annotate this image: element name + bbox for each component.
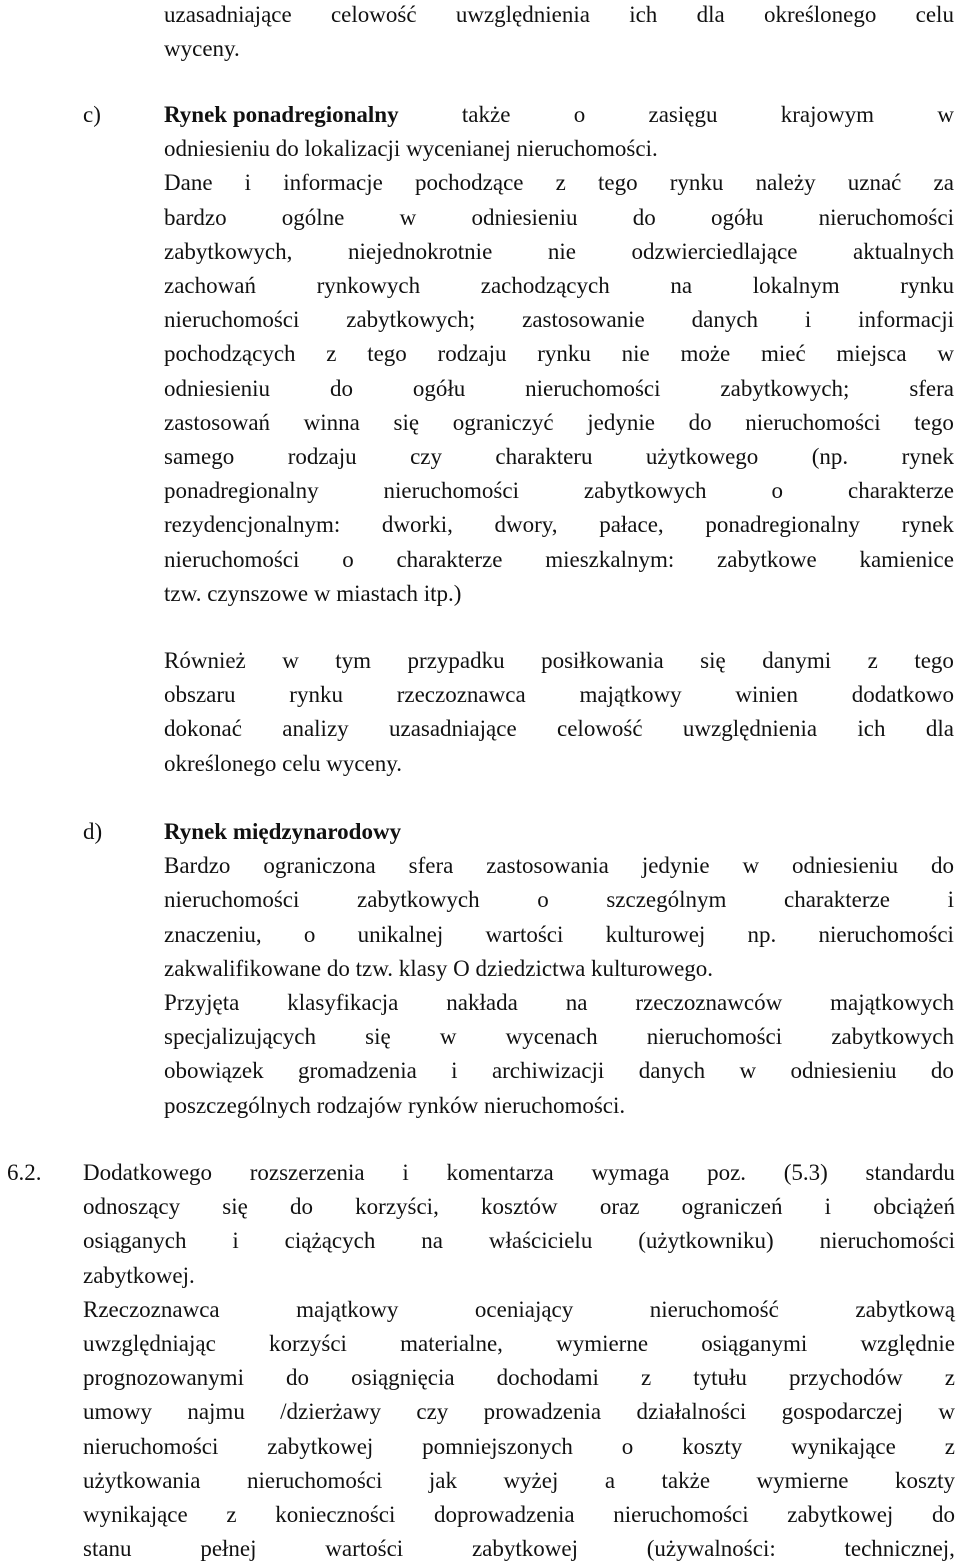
word: uwzględnienia: [455, 2, 590, 27]
word: zastosowanie: [522, 307, 645, 333]
word: i: [451, 1058, 458, 1084]
word: kamienice: [859, 546, 954, 572]
word: niejednokrotnie: [347, 238, 493, 264]
word: gromadzenia: [298, 1058, 417, 1084]
word: nieruchomości: [164, 307, 300, 333]
word: uwzględniając: [83, 1331, 216, 1357]
word: do: [931, 1502, 955, 1528]
word: nieruchomości: [383, 478, 519, 504]
text-line: [164, 543, 954, 577]
word: poz.: [707, 1160, 747, 1185]
text-line: wyceny.: [164, 36, 240, 62]
word: rodzaju: [287, 444, 357, 470]
word: konieczności: [275, 1502, 396, 1528]
word: czy: [416, 1399, 449, 1425]
word: (używalności:: [646, 1536, 776, 1562]
word: zabytkowych;: [346, 307, 476, 333]
word: posiłkowania: [541, 648, 664, 673]
word: do: [930, 853, 954, 879]
word: z: [640, 1365, 652, 1391]
word: nieruchomości: [613, 1502, 749, 1528]
text-line: [164, 678, 954, 712]
word: do: [329, 375, 353, 401]
word: tytułu: [693, 1365, 747, 1391]
section-d-body: [164, 815, 954, 1123]
word: a: [604, 1467, 616, 1493]
word: nie: [547, 238, 576, 264]
word: rynku: [669, 170, 724, 196]
word: uzasadniające: [164, 2, 292, 27]
word: nie: [621, 341, 650, 367]
word: miejsca: [836, 341, 907, 367]
word: obszaru: [164, 682, 236, 708]
word: zabytkowych: [357, 887, 480, 913]
word: zabytkowych: [583, 478, 707, 504]
text-line: [164, 883, 954, 917]
word: na: [421, 1228, 443, 1254]
word: na: [670, 273, 693, 299]
word: odzwierciedlające: [631, 238, 798, 264]
word: uzasadniające: [388, 716, 517, 742]
text-line: [164, 712, 954, 746]
word: szczególnym: [606, 887, 727, 913]
word: charakterze: [784, 887, 890, 913]
word: bardzo: [164, 204, 227, 230]
word: komentarza: [446, 1160, 554, 1185]
word: zastosowań: [164, 409, 271, 435]
text-line: [164, 918, 954, 952]
section-b-tail: [164, 0, 954, 66]
word: winna: [303, 409, 360, 435]
word: rozszerzenia: [249, 1160, 365, 1185]
word: zabytkowej: [787, 1502, 894, 1528]
word: odnoszący: [83, 1194, 181, 1220]
word: tego: [367, 341, 407, 367]
text-line: [83, 1156, 955, 1190]
word: jedynie: [587, 409, 655, 435]
word: specjalizujących: [164, 1024, 316, 1050]
word: rodzaju: [437, 341, 507, 367]
word: do: [930, 1058, 954, 1084]
word: samego: [164, 444, 235, 470]
word: celowość: [557, 716, 643, 742]
word: celu: [915, 2, 954, 27]
text-line: [83, 1532, 955, 1566]
word: /dzierżawy: [280, 1399, 382, 1425]
word: tym: [335, 648, 372, 673]
word: rynku: [900, 273, 954, 299]
word: właścicielu: [488, 1228, 593, 1254]
word: oraz: [599, 1194, 640, 1220]
text-line: [83, 1293, 955, 1327]
word: dworki,: [381, 512, 453, 538]
text-line: [164, 1020, 954, 1054]
word: zabytkowej: [471, 1536, 578, 1562]
word: wynikające: [791, 1433, 896, 1459]
word: osiąganych: [83, 1228, 187, 1254]
word: nakłada: [446, 990, 518, 1016]
word: Dane: [164, 170, 213, 196]
word: się: [222, 1194, 248, 1220]
word: zachodzących: [480, 273, 610, 299]
word: zabytkowej: [267, 1433, 374, 1459]
text-line: [164, 440, 954, 474]
section-c-title: Rynek ponadregionalny: [164, 102, 399, 127]
text-line: zabytkowej.: [83, 1262, 195, 1288]
word: koszty: [894, 1467, 955, 1493]
word: informacji: [858, 307, 954, 333]
word: materialne,: [400, 1331, 503, 1357]
word: prognozowanymi: [83, 1365, 244, 1391]
text-line: [164, 303, 954, 337]
word: do: [688, 409, 712, 435]
text-line: zakwalifikowane do tzw. klasy O dziedzictwa kulturowego.: [164, 955, 714, 981]
word: określonego: [763, 2, 877, 27]
word: do: [289, 1194, 313, 1220]
section-d-label: d): [83, 819, 103, 844]
word: lokalnym: [752, 273, 840, 299]
word: i: [824, 1194, 832, 1220]
word: o: [573, 102, 586, 127]
word: ich: [629, 2, 658, 27]
word: tego: [914, 409, 954, 435]
word: jedynie: [641, 853, 710, 879]
word: wyżej: [503, 1467, 559, 1493]
word: nieruchomości: [246, 1467, 383, 1493]
word: nieruchomości: [646, 1024, 783, 1050]
word: ciążących: [284, 1228, 376, 1254]
word: się: [365, 1024, 391, 1050]
word: winien: [735, 682, 799, 708]
word: należy: [755, 170, 816, 196]
word: rzeczoznawca: [396, 682, 526, 708]
word: o: [303, 921, 316, 947]
word: znaczeniu,: [164, 921, 262, 947]
word: pomniejszonych: [422, 1433, 573, 1459]
word: rynek: [901, 512, 954, 538]
word: się: [700, 648, 726, 673]
word: krajowym: [780, 102, 875, 127]
text-line: określonego celu wyceny.: [164, 750, 403, 776]
text-line: poszczególnych rodzajów rynków nieruchomości.: [164, 1092, 626, 1118]
word: koszty: [682, 1433, 743, 1459]
word: danych: [638, 1058, 706, 1084]
word: ich: [857, 716, 886, 742]
text-line: [83, 1190, 955, 1224]
word: majątkowy: [296, 1296, 399, 1322]
word: aktualnych: [853, 238, 954, 264]
word: działalności: [636, 1399, 747, 1425]
word: nieruchomości: [83, 1433, 219, 1459]
text-line: [164, 644, 954, 678]
word: wymierne: [556, 1331, 649, 1357]
word: w: [439, 1024, 457, 1050]
word: wycenach: [505, 1024, 598, 1050]
word: o: [771, 478, 784, 504]
section-6-2-label: 6.2.: [7, 1160, 42, 1185]
text-line: [83, 1464, 955, 1498]
word: i: [244, 170, 252, 196]
word: rynkowych: [316, 273, 421, 299]
word: kulturowej: [605, 921, 706, 947]
word: osiągnięcia: [351, 1365, 455, 1391]
word: za: [933, 170, 954, 196]
word: (np.: [811, 444, 849, 470]
word: ponadregionalny: [705, 512, 860, 538]
word: nieruchomość: [649, 1296, 779, 1322]
word: zabytkowych: [831, 1024, 954, 1050]
word: (użytkowniku): [638, 1228, 774, 1254]
word: mieć: [760, 341, 806, 367]
text-line: [83, 1224, 955, 1258]
word: pałace,: [599, 512, 664, 538]
word: zabytkowych;: [720, 375, 850, 401]
word: może: [680, 341, 731, 367]
section-c-paragraph-2: [164, 644, 954, 781]
word: przychodów: [789, 1365, 903, 1391]
word: tego: [598, 170, 638, 196]
word: wymierne: [756, 1467, 849, 1493]
word: odniesieniu: [164, 375, 271, 401]
text-line: [164, 372, 954, 406]
word: użytkowania: [83, 1467, 201, 1493]
word: kosztów: [481, 1194, 558, 1220]
word: obciążeń: [873, 1194, 955, 1220]
word: charakterze: [396, 546, 503, 572]
word: majątkowych: [830, 990, 954, 1016]
text-line: [164, 406, 954, 440]
text-line: [164, 166, 954, 200]
word: także: [661, 1467, 711, 1493]
word: w: [937, 341, 954, 367]
word: charakterze: [848, 478, 954, 504]
word: dodatkowo: [851, 682, 954, 708]
word: z: [944, 1365, 955, 1391]
section-c-heading-line: [164, 98, 954, 132]
word: ograniczeń: [681, 1194, 783, 1220]
word: obowiązek: [164, 1058, 264, 1084]
word: rezydencjonalnym:: [164, 512, 341, 538]
word: i: [402, 1160, 409, 1185]
text-line: [83, 1498, 955, 1532]
word: nieruchomości: [745, 409, 881, 435]
word: archiwizacji: [491, 1058, 605, 1084]
text-line: odniesieniu do lokalizacji wycenianej nieruchomości.: [164, 136, 658, 162]
word: analizy: [282, 716, 349, 742]
word: zachowań: [164, 273, 256, 299]
word: Również: [164, 648, 246, 673]
word: pochodzące: [414, 170, 524, 196]
word: jak: [428, 1467, 457, 1493]
word: dochodami: [496, 1365, 599, 1391]
word: informacje: [283, 170, 383, 196]
word: dwory,: [494, 512, 558, 538]
word: danymi: [762, 648, 832, 673]
section-c-body: [164, 98, 954, 611]
word: danych: [691, 307, 759, 333]
word: gospodarczej: [781, 1399, 903, 1425]
section-d-title: Rynek międzynarodowy: [164, 819, 402, 844]
word: zabytkową: [855, 1296, 955, 1322]
word: Bardzo: [164, 853, 231, 879]
word: pełnej: [200, 1536, 257, 1562]
word: użytkowego: [645, 444, 759, 470]
word: rynku: [537, 341, 591, 367]
word: korzyści: [269, 1331, 347, 1357]
word: w: [742, 853, 760, 879]
word: ogółu: [710, 204, 764, 230]
text-line: tzw. czynszowe w miastach itp.): [164, 580, 462, 606]
word: nieruchomości: [818, 921, 954, 947]
word: ograniczyć: [452, 409, 554, 435]
word: uwzględnienia: [682, 716, 818, 742]
word: względnie: [860, 1331, 955, 1357]
word: zabytkowych,: [164, 238, 293, 264]
word: stanu: [83, 1536, 132, 1562]
text-line: [83, 1361, 955, 1395]
word: unikalnej: [357, 921, 444, 947]
word: zabytkowe: [717, 546, 817, 572]
word: majątkowy: [579, 682, 682, 708]
word: z: [555, 170, 566, 196]
word: prowadzenia: [483, 1399, 602, 1425]
word: wynikające: [83, 1502, 188, 1528]
word: dokonać: [164, 716, 242, 742]
text-line: [164, 235, 954, 269]
word: przypadku: [407, 648, 505, 673]
word: z: [326, 341, 337, 367]
word: w: [739, 1058, 757, 1084]
section-c-label: c): [83, 102, 101, 127]
word: celowość: [330, 2, 417, 27]
word: rynku: [289, 682, 343, 708]
word: w: [938, 1399, 955, 1425]
text-line: [164, 269, 954, 303]
word: rzeczoznawców: [635, 990, 783, 1016]
section-6-2-body: [83, 1156, 955, 1566]
word: i: [804, 307, 812, 333]
word: o: [537, 887, 549, 913]
word: czy: [410, 444, 442, 470]
word: rynek: [901, 444, 954, 470]
word: najmu: [187, 1399, 245, 1425]
word: i: [947, 887, 954, 913]
word: nieruchomości: [525, 375, 661, 401]
word: wartości: [325, 1536, 404, 1562]
word: odniesieniu: [790, 1058, 897, 1084]
word: standardu: [865, 1160, 955, 1185]
word: o: [621, 1433, 634, 1459]
word: ponadregionalny: [164, 478, 319, 504]
word: charakteru: [495, 444, 593, 470]
word: o: [342, 546, 354, 572]
text-line: [164, 849, 954, 883]
text-line: [164, 0, 954, 32]
word: także: [461, 102, 511, 127]
word: zasięgu: [648, 102, 718, 127]
word: dla: [925, 716, 954, 742]
word: pochodzących: [164, 341, 296, 367]
word: nieruchomości: [819, 1228, 955, 1254]
word: nieruchomości: [164, 546, 300, 572]
word: do: [286, 1365, 310, 1391]
word: nieruchomości: [164, 887, 300, 913]
text-line: [83, 1395, 955, 1429]
word: Przyjęta: [164, 990, 240, 1016]
word: sfera: [909, 375, 954, 401]
word: zastosowania: [486, 853, 609, 879]
word: doprowadzenia: [434, 1502, 575, 1528]
word: klasyfikacja: [287, 990, 399, 1016]
word: się: [393, 409, 420, 435]
text-line: [164, 508, 954, 542]
word: w: [399, 204, 417, 230]
word: ograniczona: [263, 853, 376, 879]
word: uznać: [847, 170, 902, 196]
word: mieszkalnym:: [545, 546, 675, 572]
word: w: [937, 102, 954, 127]
word: dla: [696, 2, 725, 27]
word: technicznej,: [844, 1536, 955, 1562]
word: i: [232, 1228, 239, 1254]
word: osiąganymi: [701, 1331, 808, 1357]
word: Dodatkowego: [83, 1160, 213, 1185]
text-line: [164, 1054, 954, 1088]
text-line: [164, 337, 954, 371]
word: ogółu: [412, 375, 466, 401]
word: ogólne: [281, 204, 345, 230]
word: wartości: [485, 921, 564, 947]
word: z: [226, 1502, 237, 1528]
word: sfera: [408, 853, 454, 879]
word: wymaga: [591, 1160, 670, 1185]
text-line: [164, 986, 954, 1020]
word: tego: [914, 648, 954, 673]
text-line: [83, 1327, 955, 1361]
word: z: [867, 648, 878, 673]
word: odniesieniu: [792, 853, 899, 879]
word: z: [944, 1433, 955, 1459]
word: korzyści,: [355, 1194, 439, 1220]
word: nieruchomości: [818, 204, 954, 230]
word: np.: [747, 921, 777, 947]
text-line: [83, 1430, 955, 1464]
word: Rzeczoznawca: [83, 1296, 220, 1322]
word: (5.3): [783, 1160, 828, 1185]
text-line: [164, 474, 954, 508]
text-line: [164, 201, 954, 235]
word: oceniający: [474, 1296, 574, 1322]
word: do: [632, 204, 656, 230]
word: odniesieniu: [471, 204, 578, 230]
word: w: [282, 648, 299, 673]
word: umowy: [83, 1399, 152, 1425]
word: na: [565, 990, 588, 1016]
